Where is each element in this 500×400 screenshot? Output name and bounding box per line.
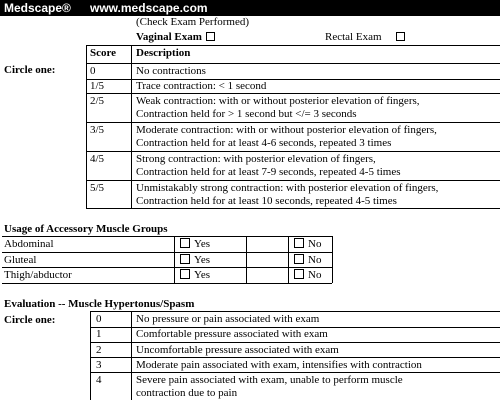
contraction-circle-label: Circle one:	[4, 64, 56, 76]
contraction-score: 0	[90, 65, 96, 77]
evaluation-score: 4	[96, 374, 102, 386]
evaluation-description: Severe pain associated with exam, unable to perform muscle	[136, 374, 403, 386]
no-checkbox[interactable]	[294, 238, 304, 248]
evaluation-description: Uncomfortable pressure associated with exam	[136, 344, 339, 356]
vaginal-exam-label: Vaginal Exam	[136, 31, 202, 43]
contraction-score: 3/5	[90, 124, 105, 136]
no-checkbox[interactable]	[294, 254, 304, 264]
yes-option[interactable]: Yes	[180, 254, 210, 267]
vaginal-exam-option[interactable]	[136, 31, 215, 44]
evaluation-circle-label: Circle one:	[4, 314, 56, 326]
rectal-exam-option[interactable]	[325, 31, 405, 44]
vaginal-exam-checkbox[interactable]	[206, 32, 215, 41]
contraction-score: 5/5	[90, 182, 105, 194]
site-url[interactable]: www.medscape.com	[90, 1, 208, 15]
yes-checkbox[interactable]	[180, 238, 190, 248]
accessory-muscle-label: Thigh/abductor	[4, 269, 72, 281]
brand-label: Medscape®	[4, 1, 71, 15]
no-option[interactable]: No	[294, 269, 321, 282]
contraction-description: Trace contraction: < 1 second	[136, 80, 267, 92]
evaluation-description: contraction due to pain	[136, 387, 238, 399]
rectal-exam-checkbox[interactable]	[396, 32, 405, 41]
contraction-score: 2/5	[90, 95, 105, 107]
description-header: Description	[136, 47, 191, 59]
accessory-muscle-label: Gluteal	[4, 254, 37, 266]
contraction-description: Moderate contraction: with or without posterior elevation of fingers,	[136, 124, 437, 136]
yes-checkbox[interactable]	[180, 269, 190, 279]
yes-option[interactable]: Yes	[180, 238, 210, 251]
contraction-description: Contraction held for at least 10 seconds, repeated 4-5 times	[136, 195, 397, 207]
evaluation-title: Evaluation -- Muscle Hypertonus/Spasm	[4, 298, 195, 310]
evaluation-description: Moderate pain associated with exam, intensifies with contraction	[136, 359, 422, 371]
accessory-muscle-label: Abdominal	[4, 238, 54, 250]
contraction-description: Strong contraction: with posterior elevation of fingers,	[136, 153, 376, 165]
contraction-description: Unmistakably strong contraction: with posterior elevation of fingers,	[136, 182, 439, 194]
evaluation-description: No pressure or pain associated with exam	[136, 313, 320, 325]
contraction-score: 4/5	[90, 153, 105, 165]
evaluation-score: 2	[96, 344, 102, 356]
no-checkbox[interactable]	[294, 269, 304, 279]
evaluation-score: 1	[96, 328, 102, 340]
contraction-description: Contraction held for at least 7-9 seconds, repeated 4-5 times	[136, 166, 401, 178]
header-bar	[0, 0, 500, 16]
evaluation-description: Comfortable pressure associated with exam	[136, 328, 328, 340]
rectal-exam-label: Rectal Exam	[325, 31, 382, 43]
contraction-score: 1/5	[90, 80, 105, 92]
contraction-description: No contractions	[136, 65, 206, 77]
yes-option[interactable]: Yes	[180, 269, 210, 282]
contraction-description: Contraction held for at least 4-6 seconds, repeated 3 times	[136, 137, 392, 149]
contraction-description: Contraction held for > 1 second but </= 3 seconds	[136, 108, 357, 120]
yes-checkbox[interactable]	[180, 254, 190, 264]
evaluation-score: 3	[96, 359, 102, 371]
no-option[interactable]: No	[294, 238, 321, 251]
exam-note: (Check Exam Performed)	[136, 16, 250, 28]
contraction-description: Weak contraction: with or without posterior elevation of fingers,	[136, 95, 420, 107]
no-option[interactable]: No	[294, 254, 321, 267]
evaluation-score: 0	[96, 313, 102, 325]
accessory-title: Usage of Accessory Muscle Groups	[4, 223, 168, 235]
score-header: Score	[90, 47, 117, 59]
